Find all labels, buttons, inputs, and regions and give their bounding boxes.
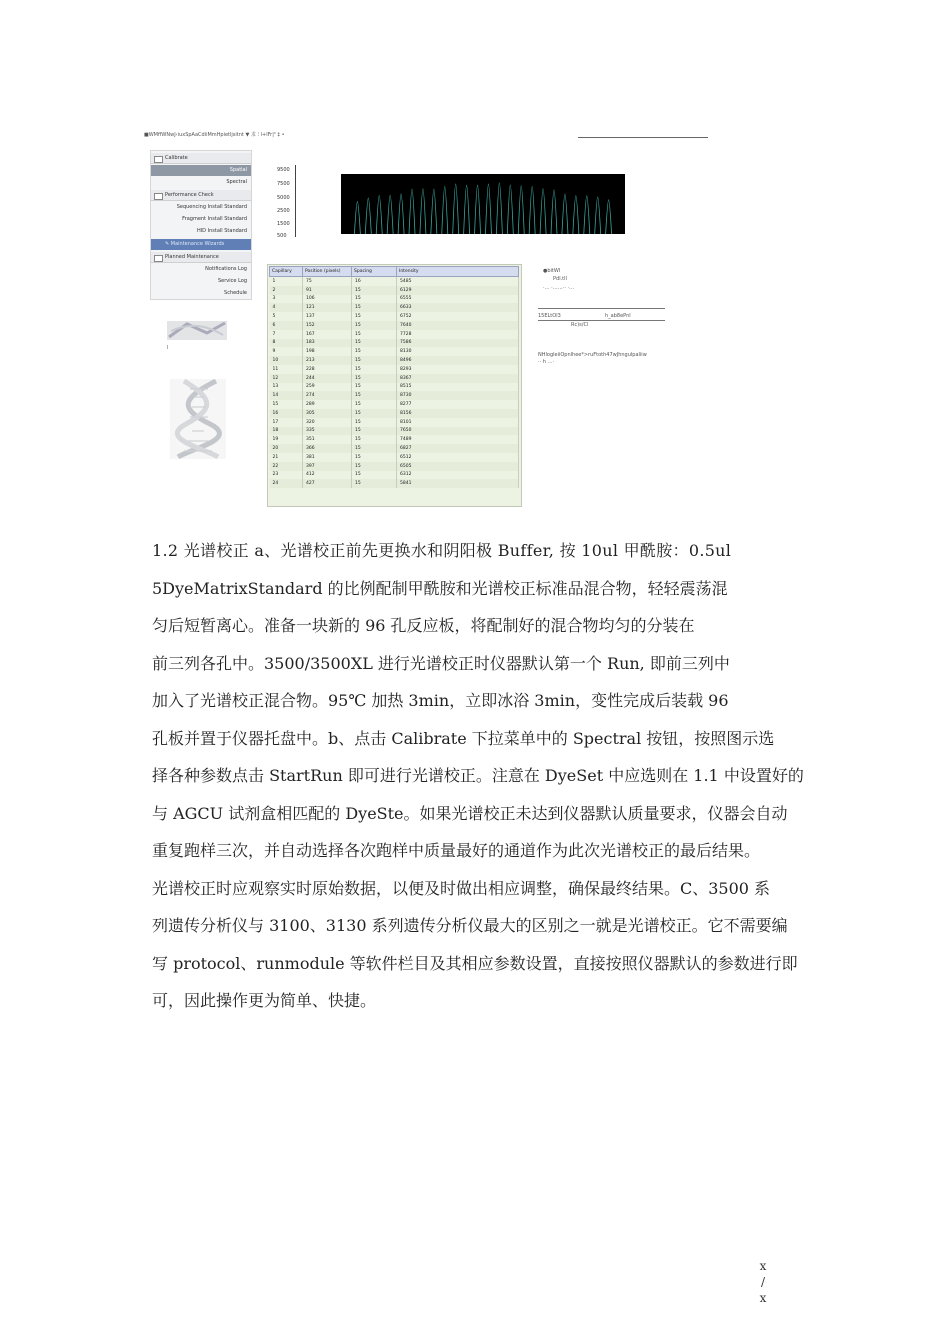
y-tick-label: 7500 [277,181,290,187]
cell-position: 137 [303,312,352,321]
col-spacing[interactable]: Spacing [352,267,397,277]
table-row[interactable] [270,321,519,330]
cell-spacing: 15 [352,471,397,480]
cell-intensity: 8277 [397,400,519,409]
table-row[interactable] [270,383,519,392]
cell-intensity: 8730 [397,391,519,400]
cell-position: 213 [303,356,352,365]
spectral-peak [573,196,579,234]
spectral-peak [518,186,524,234]
table-row[interactable] [270,365,519,374]
cell-spacing: 15 [352,418,397,427]
cell-capillary: 21 [270,453,303,462]
menu-header-performance-label: Performance Check [165,192,214,198]
spectral-peak [485,184,491,234]
paragraph-line: 光谱校正时应观察实时原始数据，以便及时做出相应调整，确保最终结果。C、3500 系 [152,878,771,898]
cell-intensity: 6633 [397,303,519,312]
wizard-icon: ✎ [165,241,171,247]
table-row[interactable] [270,339,519,348]
side-text: 15ELtOl3 [538,313,561,319]
cell-position: 183 [303,339,352,348]
menu-item-notifications[interactable]: Notifications Log [205,266,247,272]
table-row[interactable] [270,409,519,418]
cell-capillary: 16 [270,409,303,418]
cell-spacing: 15 [352,347,397,356]
cell-spacing: 15 [352,303,397,312]
menu-header-maintenance-label: Maintenance Wizards [170,241,225,247]
cell-spacing: 15 [352,444,397,453]
cell-spacing: 15 [352,374,397,383]
cell-intensity: 8515 [397,383,519,392]
side-text: ●bitWI [543,268,561,274]
menu-header-planned-label: Planned Maintenance [165,254,219,260]
cell-spacing: 15 [352,435,397,444]
cell-intensity: 6312 [397,471,519,480]
cell-capillary: 7 [270,330,303,339]
image-label: l [167,345,169,351]
cell-position: 381 [303,453,352,462]
paragraph-line: 与 AGCU 试剂盒相匹配的 DyeSte。如果光谱校正未达到仪器默认质量要求，仪器会自动 [152,803,788,823]
cell-capillary: 24 [270,479,303,488]
spectral-peak [529,186,535,234]
cell-position: 320 [303,418,352,427]
spectral-peak [464,185,470,234]
performance-icon [154,193,163,200]
y-tick-label: 2500 [277,208,290,214]
y-tick-label: 500 [277,233,287,239]
cell-spacing: 15 [352,462,397,471]
spectral-peak [584,196,590,234]
cell-spacing: 15 [352,321,397,330]
cell-intensity: 8156 [397,409,519,418]
cell-spacing: 15 [352,312,397,321]
cell-spacing: 15 [352,356,397,365]
cell-position: 244 [303,374,352,383]
cell-intensity: 5841 [397,479,519,488]
cell-spacing: 15 [352,400,397,409]
cell-spacing: 15 [352,391,397,400]
divider-line [538,308,665,309]
capillary-table-panel [267,264,522,507]
page-number [756,1258,770,1306]
cell-intensity: 8496 [397,356,519,365]
table-row[interactable] [270,453,519,462]
col-intensity[interactable]: Intensity [397,267,519,277]
menu-header-maintenance-wizards[interactable] [151,239,251,250]
table-row[interactable] [270,303,519,312]
paragraph-line: 可，因此操作更为简单、快捷。 [152,991,377,1010]
cell-position: 274 [303,391,352,400]
cell-position: 305 [303,409,352,418]
cell-intensity: 8293 [397,365,519,374]
cell-capillary: 8 [270,339,303,348]
menu-item-spatial[interactable]: Spatial [151,165,251,176]
side-text: Rc)s/Cl [571,322,589,328]
divider-line [538,320,665,321]
calibrate-menu [150,150,252,300]
cell-position: 152 [303,321,352,330]
side-text: NHlogleiiOpnlhee*>ruFtoth47wJhngulpaliiw [538,352,647,358]
spectral-peak [398,194,404,234]
table-row[interactable] [270,471,519,480]
menu-item-sequencing[interactable]: Sequencing Install Standard [176,204,247,210]
cell-capillary: 14 [270,391,303,400]
cell-position: 335 [303,427,352,436]
cell-capillary: 6 [270,321,303,330]
menu-header-calibrate-label: Calibrate [165,155,188,161]
y-axis [295,165,296,237]
spectral-peak [453,184,459,234]
spectral-peak [562,194,568,234]
cell-intensity: 7586 [397,339,519,348]
cell-position: 121 [303,303,352,312]
body-paragraph [152,532,812,1020]
spectral-peak [496,183,502,234]
table-row[interactable] [270,374,519,383]
cell-intensity: 6827 [397,444,519,453]
cell-intensity: 6752 [397,312,519,321]
table-row[interactable] [270,479,519,488]
cell-spacing: 15 [352,286,397,295]
paragraph-line: 择各种参数点击 StartRun 即可进行光谱校正。注意在 DyeSet 中应选则在 1.1 中设置好的 [152,766,804,785]
menu-header-performance[interactable] [151,190,251,201]
menu-item-spectral[interactable]: Spectral [226,179,247,185]
menu-header-planned[interactable] [151,252,251,263]
cell-capillary: 2 [270,286,303,295]
cell-position: 75 [303,277,352,286]
paragraph-line: 重复跑样三次，并自动选择各次跑样中质量最好的通道作为此次光谱校正的最后结果。 [152,841,761,860]
paragraph-line: 列遗传分析仪与 3100、3130 系列遗传分析仪最大的区别之一就是光谱校正。它不需要编 [152,916,788,935]
instrument-image [167,321,227,340]
cell-position: 397 [303,462,352,471]
table-row[interactable] [270,347,519,356]
table-row[interactable] [270,427,519,436]
table-row[interactable] [270,312,519,321]
divider-line [578,137,708,138]
cell-position: 289 [303,400,352,409]
cell-position: 412 [303,471,352,480]
cell-position: 167 [303,330,352,339]
cell-capillary: 5 [270,312,303,321]
cell-intensity: 6505 [397,462,519,471]
cell-intensity: 6555 [397,295,519,304]
cell-intensity: 8101 [397,418,519,427]
cell-position: 366 [303,444,352,453]
spectral-peak [365,198,371,234]
y-tick-label: 9500 [277,167,290,173]
cell-capillary: 4 [270,303,303,312]
spectral-peak [606,200,612,234]
cell-position: 228 [303,365,352,374]
dna-helix-image [170,379,226,459]
spectral-peak [431,189,437,234]
cell-intensity: 7640 [397,321,519,330]
menu-item-service-log[interactable]: Service Log [218,278,247,284]
cell-capillary: 10 [270,356,303,365]
menu-item-hid[interactable]: HID Install Standard [196,228,247,234]
cell-intensity: 6129 [397,286,519,295]
cell-spacing: 15 [352,453,397,462]
spectral-chart [341,174,625,234]
cell-capillary: 12 [270,374,303,383]
paragraph-line: 写 protocol、runmodule 等软件栏目及其相应参数设置，直接按照仪器默认的参数进行即 [152,953,798,973]
spectral-peak [507,185,513,234]
table-row[interactable] [270,356,519,365]
y-tick-label: 5000 [277,195,290,201]
cell-spacing: 15 [352,383,397,392]
page-number-separator: / [760,1275,766,1289]
cell-intensity: 8130 [397,347,519,356]
cell-spacing: 15 [352,295,397,304]
cell-capillary: 13 [270,383,303,392]
side-text: ·… ·……·· ·… [543,285,575,291]
cell-intensity: 7489 [397,435,519,444]
cell-spacing: 15 [352,427,397,436]
spectral-peak [354,202,360,234]
y-tick-label: 1500 [277,221,290,227]
page-number-total: x [759,1291,767,1305]
col-capillary[interactable]: Capillary [270,267,303,277]
cell-spacing: 16 [352,277,397,286]
cell-position: 91 [303,286,352,295]
cell-spacing: 15 [352,409,397,418]
cell-capillary: 17 [270,418,303,427]
spectral-peak [595,197,601,234]
spectral-peak [409,189,415,234]
table-row[interactable] [270,400,519,409]
capillary-table [269,266,519,488]
table-row[interactable] [270,330,519,339]
paragraph-line: 匀后短暂离心。准备一块新的 96 孔反应板，将配制好的混合物均匀的分装在 [152,616,695,635]
menu-item-fragment[interactable]: Fragment Install Standard [182,216,247,222]
cell-intensity: 8367 [397,374,519,383]
spectral-peak [387,195,393,234]
cell-intensity: 6512 [397,453,519,462]
cell-capillary: 18 [270,427,303,436]
table-header-row [270,267,519,277]
cell-capillary: 3 [270,295,303,304]
side-text: ·· h …· [538,359,555,365]
menu-item-schedule[interactable]: Schedule [224,290,247,296]
col-position[interactable]: Position (pixels) [303,267,352,277]
table-row[interactable] [270,391,519,400]
cell-capillary: 19 [270,435,303,444]
spectral-peak [540,189,546,234]
menu-header-calibrate[interactable] [151,153,251,164]
cell-capillary: 11 [270,365,303,374]
paragraph-line: 加入了光谱校正混合物。95℃ 加热 3min，立即冰浴 3min，变性完成后装载 96 [152,691,729,710]
cell-capillary: 9 [270,347,303,356]
spectral-peak [551,190,557,234]
paragraph-line: 前三列各孔中。3500/3500XL 进行光谱校正时仪器默认第一个 Run, 即前三列中 [152,653,730,673]
planned-icon [154,255,163,262]
spectral-peak [376,195,382,234]
page-number-current: x [759,1259,767,1273]
paragraph-line: 5DyeMatrixStandard 的比例配制甲酰胺和光谱校正标准品混合物，轻轻震荡混 [152,578,728,598]
table-row[interactable] [270,286,519,295]
cell-spacing: 15 [352,339,397,348]
cell-capillary: 1 [270,277,303,286]
paragraph-line: 1.2 光谱校正 a、光谱校正前先更换水和阴阳极 Buffer, 按 10ul 甲酰胺：0.5ul [152,541,732,560]
cell-position: 106 [303,295,352,304]
spectral-peak [475,185,481,234]
side-text: h_ab8ePnl [605,313,631,319]
table-row[interactable] [270,462,519,471]
paragraph-line: 孔板并置于仪器托盘中。b、点击 Calibrate 下拉菜单中的 Spectral 按钮，按照图示选 [152,728,775,748]
figure-caption: ■WMffWNwJ‹iuxSpAaCdiiMmHpietljsitnt ▼ 朮 ⁝ l+lFr|ʰ ‡ • [144,132,285,138]
cell-position: 427 [303,479,352,488]
cell-capillary: 23 [270,471,303,480]
spectral-peak [420,189,426,234]
table-row[interactable] [270,435,519,444]
table-row[interactable] [270,418,519,427]
cell-spacing: 15 [352,330,397,339]
cell-spacing: 15 [352,479,397,488]
cell-capillary: 22 [270,462,303,471]
cell-spacing: 15 [352,365,397,374]
table-row[interactable] [270,444,519,453]
cell-position: 259 [303,383,352,392]
cell-intensity: 7650 [397,427,519,436]
cell-capillary: 15 [270,400,303,409]
cell-intensity: 7728 [397,330,519,339]
table-row[interactable] [270,295,519,304]
cell-intensity: 5485 [397,277,519,286]
cell-position: 198 [303,347,352,356]
side-text: Pdl.tll [553,276,567,282]
calibrate-icon [154,156,163,163]
spectral-peak [442,186,448,234]
cell-capillary: 20 [270,444,303,453]
cell-position: 351 [303,435,352,444]
table-row[interactable] [270,277,519,286]
